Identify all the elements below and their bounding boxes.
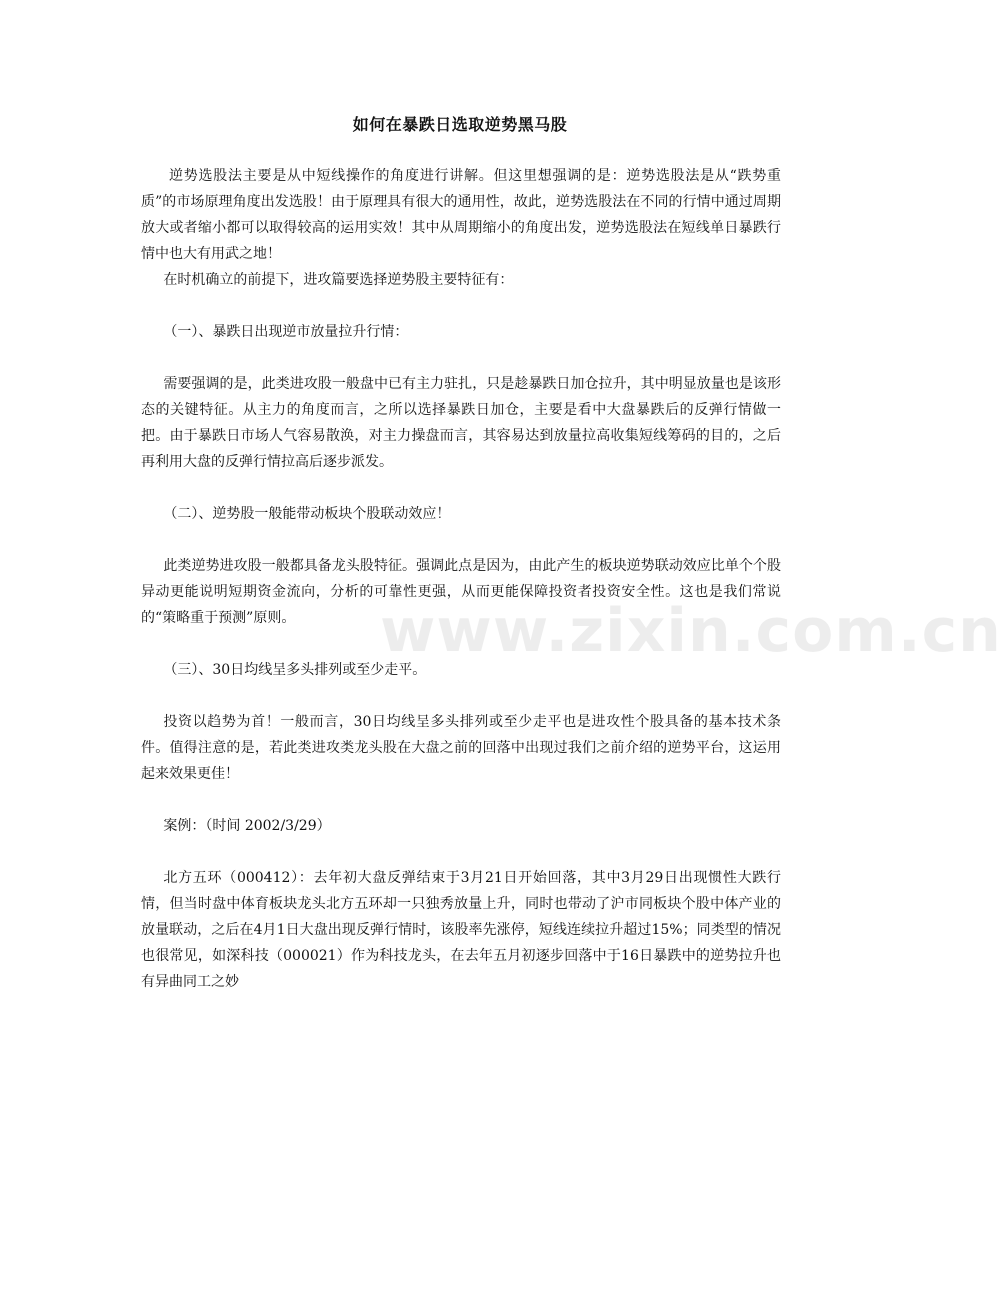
paragraph-point-2: 此类逆势进攻股一般都具备龙头股特征。强调此点是因为，由此产生的板块逆势联动效应比单个个股异动更能说明短期资金流向，分析的可靠性更强，从而更能保障投资者投资安全性。这也是我们常说的“策略重于预测”原则。 — [141, 558, 781, 626]
paragraph-point-3: 投资以趋势为首！一般而言，30日均线呈多头排列或至少走平也是进攻性个股具备的基本技术条件。值得注意的是，若此类进攻类龙头股在大盘之前的回落中出现过我们之前介绍的逆势平台，这运用起来效果更佳！ — [141, 714, 781, 782]
spacer — [141, 631, 781, 657]
spacer — [141, 527, 781, 553]
heading-point-3: （三）、30日均线呈多头排列或至少走平。 — [163, 662, 427, 678]
paragraph-intro: 逆势选股法主要是从中短线操作的角度进行讲解。但这里想强调的是：逆势选股法是从“跌势重质”的市场原理角度出发选股！由于原理具有很大的通用性，故此，逆势选股法在不同的行情中通过周期放大或者缩小都可以取得较高的运用实效！其中从周期缩小的角度出发，逆势选股法在短线单日暴跌行情中也大有用武之地！ — [141, 168, 781, 262]
spacer — [141, 345, 781, 371]
paragraph-point-1: 需要强调的是，此类进攻股一般盘中已有主力驻扎，只是趁暴跌日加仓拉升，其中明显放量也是该形态的关键特征。从主力的角度而言，之所以选择暴跌日加仓，主要是看中大盘暴跌后的反弹行情做一把。由于暴跌日市场人气容易散涣，对主力操盘而言，其容易达到放量拉高收集短线筹码的目的，之后再利用大盘的反弹行情拉高后逐步派发。 — [141, 376, 781, 470]
spacer — [141, 839, 781, 865]
paragraph-case: 北方五环（000412）：去年初大盘反弹结束于3月21日开始回落，其中3月29日出现惯性大跌行情，但当时盘中体育板块龙头北方五环却一只独秀放量上升，同时也带动了沪市同板块个股中体产业的放量联动，之后在4月1日大盘出现反弹行情时，该股率先涨停，短线连续拉升超过15%；同类型的情况也很常见，如深科技（000021）作为科技龙头，在去年五月初逐步回落中于16日暴跌中的逆势拉升也有异曲同工之妙 — [141, 870, 781, 990]
spacer — [141, 787, 781, 813]
paragraph-features-intro: 在时机确立的前提下，进攻篇要选择逆势股主要特征有： — [163, 272, 514, 288]
spacer — [141, 475, 781, 501]
spacer — [141, 683, 781, 709]
document-title: 如何在暴跌日选取逆势黑马股 — [352, 115, 568, 134]
spacer — [141, 293, 781, 319]
heading-point-1: （一）、暴跌日出现逆市放量拉升行情： — [163, 324, 409, 340]
heading-point-2: （二）、逆势股一般能带动板块个股联动效应！ — [163, 506, 451, 522]
watermark: www.zixin.com.cn — [380, 596, 1002, 666]
document-body — [141, 163, 781, 995]
case-label: 案例：（时间 2002/3/29） — [163, 818, 331, 834]
